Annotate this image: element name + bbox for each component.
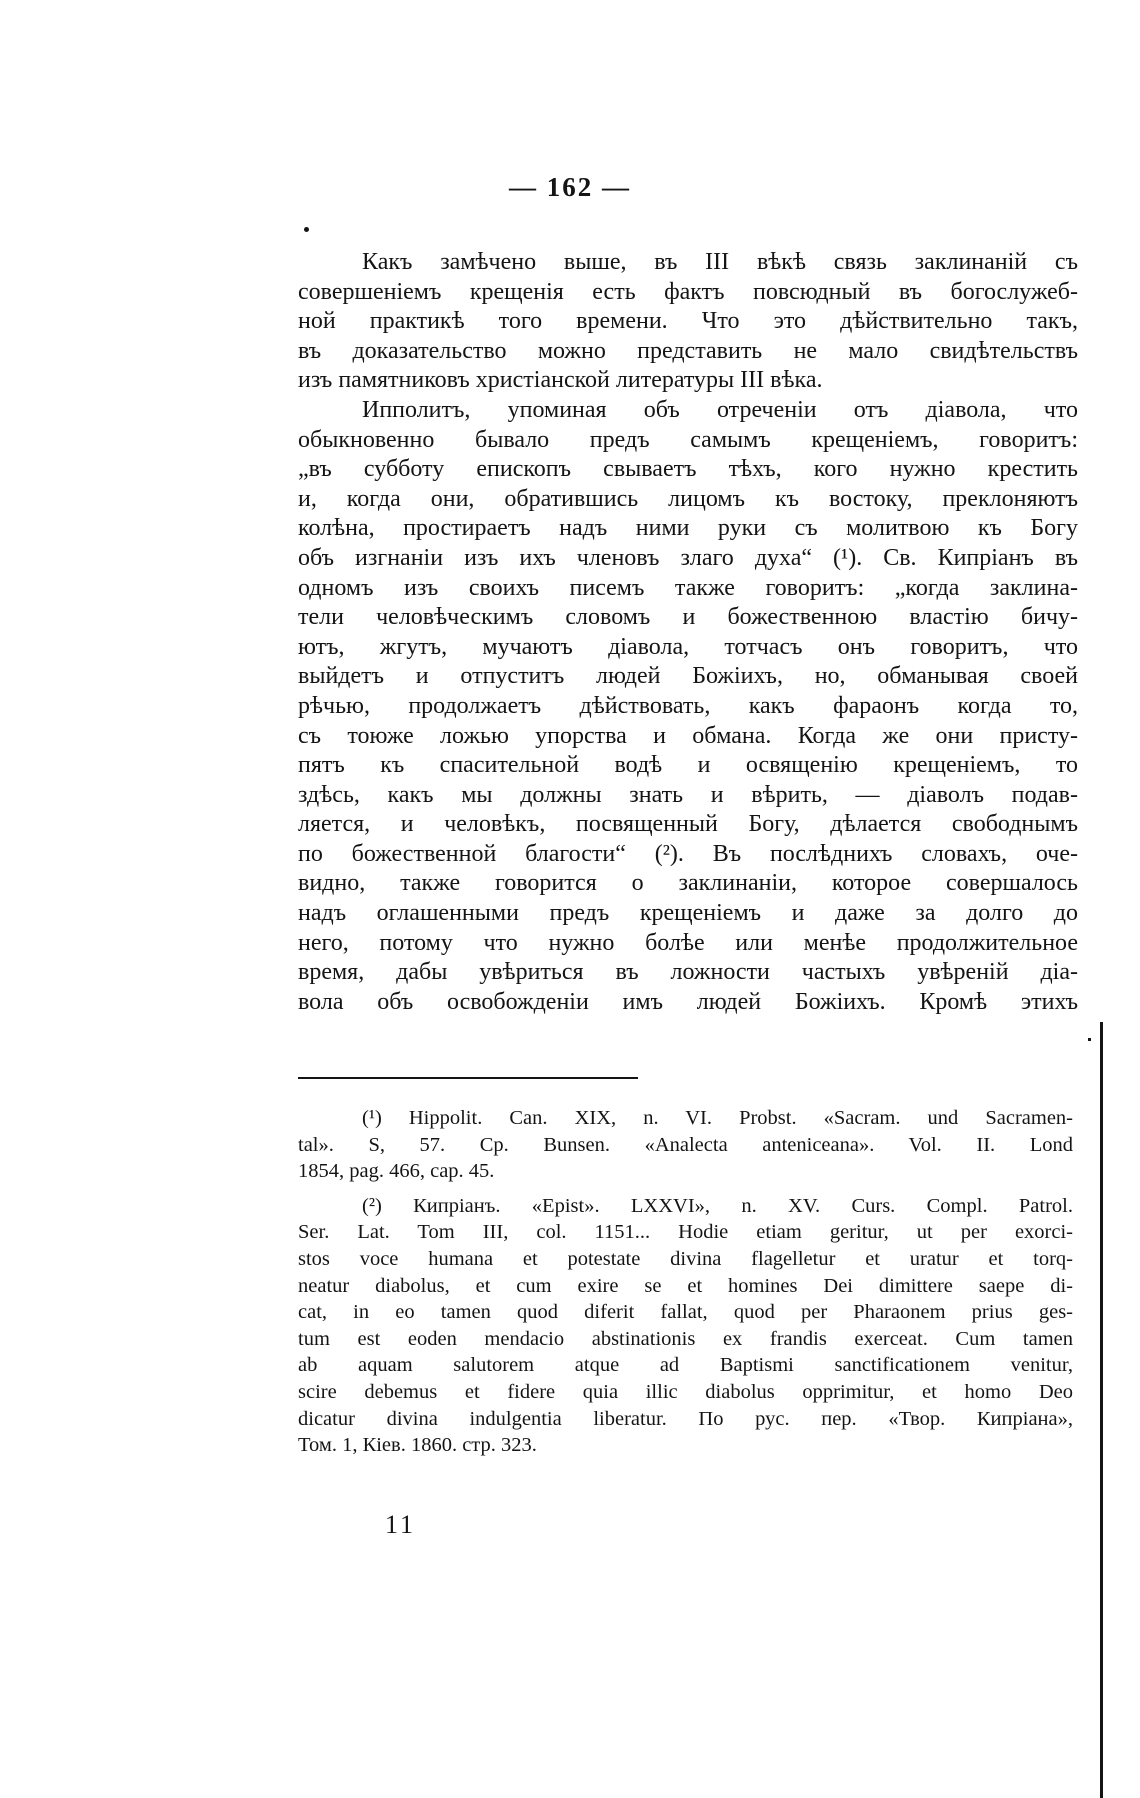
text-line: пятъ къ спасительной водѣ и освященію крещеніемъ, то [298, 752, 1078, 779]
text-line: въ доказательство можно представить не мало свидѣтельствъ [298, 337, 1078, 364]
footnote-1-line: 1854, pag. 466, cap. 45. [298, 1160, 495, 1183]
text-line: и, когда они, обратившись лицомъ къ востоку, преклоняютъ [298, 485, 1078, 512]
footnote-2-line: tum est eoden mendacio abstinationis ex frandis exerceat. Cum tamen [298, 1327, 1073, 1350]
text-line: него, потому что нужно болѣе или менѣе продолжительное [298, 929, 1078, 956]
footnote-2-line: neatur diabolus, et cum exire se et homines Dei dimittere saepe di- [298, 1274, 1073, 1297]
footnote-gap [298, 1185, 1073, 1193]
text-line: Какъ замѣчено выше, въ III вѣкѣ связь заклинаній съ [362, 249, 1078, 275]
footnote-2-line: dicatur divina indulgentia liberatur. По рус. пер. «Твор. Кипріана», [298, 1407, 1073, 1430]
text-line: Ипполитъ, упоминая объ отреченіи отъ діавола, что [362, 396, 1078, 423]
footnote-1-line: tal». S, 57. Cp. Bunsen. «Analecta anteniceana». Vol. II. Lond [298, 1133, 1073, 1156]
footnote-2-line: cat, in eo tamen quod diferit fallat, quod per Pharaonem prius ges- [298, 1301, 1073, 1324]
footnote-rule [298, 1077, 638, 1079]
text-line: совершеніемъ крещенія есть фактъ повсюдный въ богослужеб- [298, 278, 1078, 305]
text-line: выйдетъ и отпуститъ людей Божіихъ, но, обманывая своей [298, 663, 1078, 690]
footnote-1-line: (¹) Hippolit. Can. XIX, n. VI. Probst. «Sacram. und Sacramen- [362, 1107, 1073, 1129]
margin-bar [1100, 1022, 1103, 1798]
text-line: объ изгнаніи изъ ихъ членовъ злаго духа“ (¹). Св. Кипріанъ въ [298, 544, 1078, 571]
main-text [298, 248, 1078, 1017]
text-line: „въ субботу епископъ свываетъ тѣхъ, кого нужно крестить [298, 456, 1078, 483]
text-line: видно, также говорится о заклинаніи, которое совершалось [298, 870, 1078, 897]
text-line: здѣсь, какъ мы должны знать и вѣрить, — діаволъ подав- [298, 781, 1078, 808]
stray-dot [304, 227, 309, 232]
text-line: надъ оглашенными предъ крещеніемъ и даже за долго до [298, 900, 1078, 927]
footnote-2-line: (²) Кипріанъ. «Epist». LXXVI», n. XV. Curs. Compl. Patrol. [362, 1194, 1073, 1217]
text-line: изъ памятниковъ христіанской литературы III вѣка. [298, 367, 823, 394]
footnote-2-line: scire debemus et fidere quia illic diabolus opprimitur, et homo Deo [298, 1380, 1073, 1403]
text-line: тели человѣческимъ словомъ и божественною властію бичу- [298, 604, 1078, 631]
text-line: по божественной благости“ (²). Въ послѣднихъ словахъ, оче- [298, 840, 1078, 867]
text-line: обыкновенно бывало предъ самымъ крещеніемъ, говоритъ: [298, 426, 1078, 453]
margin-mark [1088, 1038, 1091, 1041]
signature-mark: 11 [385, 1510, 417, 1539]
footnote-2-line: Ser. Lat. Tom III, col. 1151... Hodie etiam geritur, ut per exorci- [298, 1221, 1073, 1244]
text-line: вола объ освобожденіи имъ людей Божіихъ. Кромѣ этихъ [298, 988, 1078, 1015]
text-line: время, дабы увѣриться въ ложности частыхъ увѣреній діа- [298, 959, 1078, 986]
text-line: рѣчью, продолжаетъ дѣйствовать, какъ фараонъ когда то, [298, 692, 1078, 719]
footnotes [298, 1105, 1073, 1459]
page-number: — 162 — [509, 172, 631, 202]
text-line: одномъ изъ своихъ писемъ также говоритъ: „когда заклина- [298, 574, 1078, 601]
text-line: колѣна, простираетъ надъ ними руки съ молитвою къ Богу [298, 515, 1078, 542]
text-line: ляется, и человѣкъ, посвященный Богу, дѣлается свободнымъ [298, 811, 1078, 838]
text-line: съ тоюже ложью упорства и обмана. Когда же они присту- [298, 722, 1078, 749]
text-line: ной практикѣ того времени. Что это дѣйствительно такъ, [298, 308, 1078, 335]
footnote-2-line: Том. 1, Кіев. 1860. стр. 323. [298, 1434, 537, 1457]
footnote-2-line: ab aquam salutorem atque ad Baptismi sanctificationem venitur, [298, 1354, 1073, 1377]
footnote-2-line: stos voce humana et potestate divina flagelletur et uratur et torq- [298, 1247, 1073, 1270]
text-line: ютъ, жгутъ, мучаютъ діавола, тотчасъ онъ говоритъ, что [298, 633, 1078, 660]
